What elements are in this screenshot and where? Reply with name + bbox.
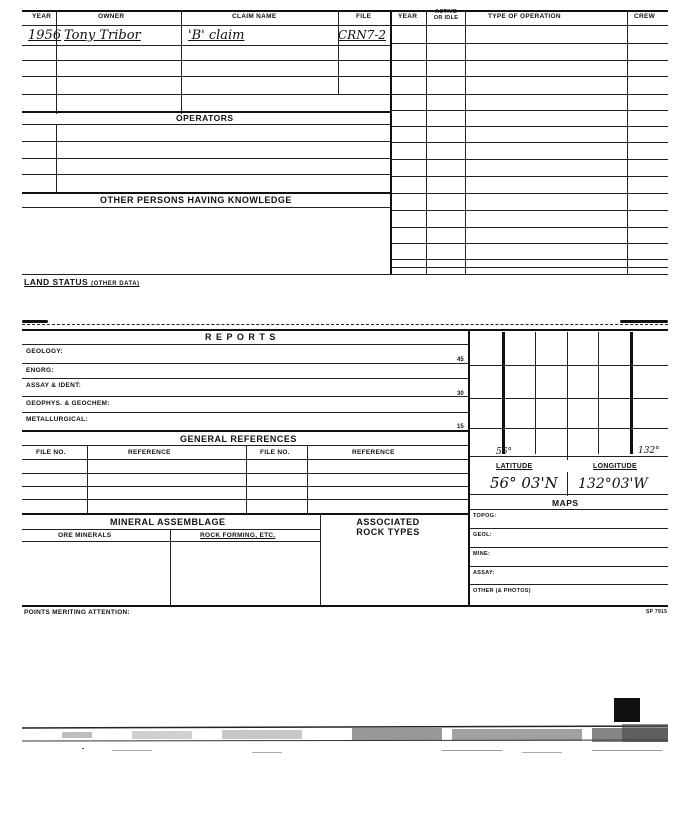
header-underline [22, 25, 668, 26]
ops-row-line [392, 43, 668, 44]
row-line [22, 378, 468, 379]
grid-line [535, 332, 536, 454]
latitude-value: 56° 03'N [490, 474, 558, 492]
row-line [22, 207, 390, 208]
row-line [22, 529, 320, 530]
maps-geol: GEOL: [473, 532, 492, 538]
row-line [22, 445, 468, 446]
other-persons-label: OTHER PERSONS HAVING KNOWLEDGE [100, 195, 292, 205]
ops-row-line [392, 76, 668, 77]
crew-header: CREW [634, 13, 656, 20]
row-line [22, 274, 668, 275]
report-geology-num: 45 [457, 357, 464, 363]
ops-year-header: YEAR [398, 13, 418, 20]
report-assay: ASSAY & IDENT: [26, 382, 82, 389]
row-line [22, 94, 390, 95]
reports-top-border [22, 329, 668, 331]
lon-deg-mark: 132° [638, 446, 660, 456]
maps-topog: TOPOG: [473, 513, 497, 519]
top-border [22, 10, 668, 12]
claim-file-value: CRN7-2 [338, 28, 387, 42]
scan-mark [22, 320, 48, 323]
lat-deg-mark: 56° [496, 447, 512, 457]
row-line [22, 192, 390, 194]
grid-line [567, 332, 568, 460]
row-line [22, 459, 468, 460]
report-geophys: GEOPHYS. & GEOCHEM: [26, 400, 110, 407]
row-line [22, 396, 468, 397]
grid-line [470, 494, 668, 495]
row-line [22, 499, 468, 500]
ops-row-line [392, 243, 668, 244]
grid-line [567, 472, 568, 496]
claim-year-value: 1956 [28, 28, 62, 43]
grid-line [470, 365, 668, 366]
claim-owner-value: Tony Tribor [64, 28, 141, 43]
ref-reference-header-1: REFERENCE [128, 449, 171, 456]
col-divider [246, 445, 247, 514]
registration-block [614, 698, 640, 722]
year-header: YEAR [32, 13, 52, 20]
reports-title: R E P O R T S [205, 332, 277, 342]
lat-bar [502, 332, 505, 454]
main-divider-right [468, 329, 470, 605]
latitude-label: LATITUDE [496, 463, 533, 470]
grid-line [470, 456, 668, 457]
row-line [22, 60, 390, 61]
longitude-value: 132°03'W [578, 476, 648, 492]
col-divider [87, 445, 88, 514]
row-line [470, 509, 668, 510]
row-line [22, 430, 468, 432]
grid-line [598, 332, 599, 454]
ops-row-line [392, 110, 668, 111]
active-idle-header: ACTIVE OR IDLE [433, 9, 459, 21]
row-line [22, 363, 468, 364]
owner-header: OWNER [98, 13, 125, 20]
lon-bar [630, 332, 633, 454]
row-line [22, 541, 320, 542]
section-top-line [22, 324, 668, 325]
row-line [470, 566, 668, 567]
report-engrg: ENGRG: [26, 367, 54, 374]
ops-row-line [392, 159, 668, 160]
land-status-label: LAND STATUS (OTHER DATA) [24, 277, 140, 287]
operators-label: OPERATORS [176, 113, 234, 123]
associated-rock-types-label: ASSOCIATED ROCK TYPES [356, 517, 420, 537]
mineral-assemblage-title: MINERAL ASSEMBLAGE [110, 517, 226, 527]
form-number: SP 7915 [646, 609, 668, 615]
col-divider [320, 513, 321, 605]
col-divider [56, 10, 57, 114]
ops-row-line [392, 142, 668, 143]
ops-row-line [392, 126, 668, 127]
maps-other: OTHER (& PHOTOS) [473, 588, 531, 594]
row-line [22, 344, 468, 345]
grid-line [470, 428, 668, 429]
longitude-label: LONGITUDE [593, 463, 637, 470]
row-line [22, 76, 390, 77]
row-line [22, 124, 390, 125]
col-divider [307, 445, 308, 514]
maps-mine: MINE: [473, 551, 491, 557]
row-line [22, 45, 390, 46]
maps-assay: ASSAY: [473, 570, 495, 576]
report-assay-num: 30 [457, 391, 464, 397]
row-line [22, 486, 468, 487]
ops-row-line [392, 267, 668, 268]
general-references-title: GENERAL REFERENCES [180, 434, 297, 444]
ref-reference-header-2: REFERENCE [352, 449, 395, 456]
claim-name-value: 'B' claim [188, 28, 245, 43]
rock-forming-header: ROCK FORMING, ETC. [200, 532, 276, 539]
row-line [470, 547, 668, 548]
file-header: FILE [356, 13, 372, 20]
ops-row-line [392, 176, 668, 177]
report-metallurgical-num: 15 [457, 424, 464, 430]
ops-row-line [392, 60, 668, 61]
ops-row-line [392, 94, 668, 95]
col-divider [170, 529, 171, 605]
ore-minerals-header: ORE MINERALS [58, 532, 112, 539]
row-line [22, 158, 390, 159]
report-metallurgical: METALLURGICAL: [26, 416, 88, 423]
grid-line [470, 398, 668, 399]
row-line [22, 141, 390, 142]
ops-row-line [392, 259, 668, 260]
ref-file-no-header-1: FILE NO. [36, 449, 66, 456]
ops-row-line [392, 193, 668, 194]
bottom-border [22, 605, 668, 607]
row-line [22, 473, 468, 474]
type-operation-header: TYPE OF OPERATION [488, 13, 561, 20]
col-divider [338, 10, 339, 94]
row-line [22, 513, 468, 515]
ops-row-line [392, 210, 668, 211]
points-meriting-attention-label: POINTS MERITING ATTENTION: [24, 609, 131, 616]
report-geology: GEOLOGY: [26, 348, 63, 355]
row-line [470, 528, 668, 529]
maps-title: MAPS [552, 498, 579, 508]
ops-row-line [392, 227, 668, 228]
scan-mark [620, 320, 668, 323]
row-line [22, 174, 390, 175]
claim-name-header: CLAIM NAME [232, 13, 277, 20]
scan-noise [22, 722, 668, 772]
row-line [22, 412, 468, 413]
ref-file-no-header-2: FILE NO. [260, 449, 290, 456]
row-line [470, 584, 668, 585]
col-divider [181, 10, 182, 114]
